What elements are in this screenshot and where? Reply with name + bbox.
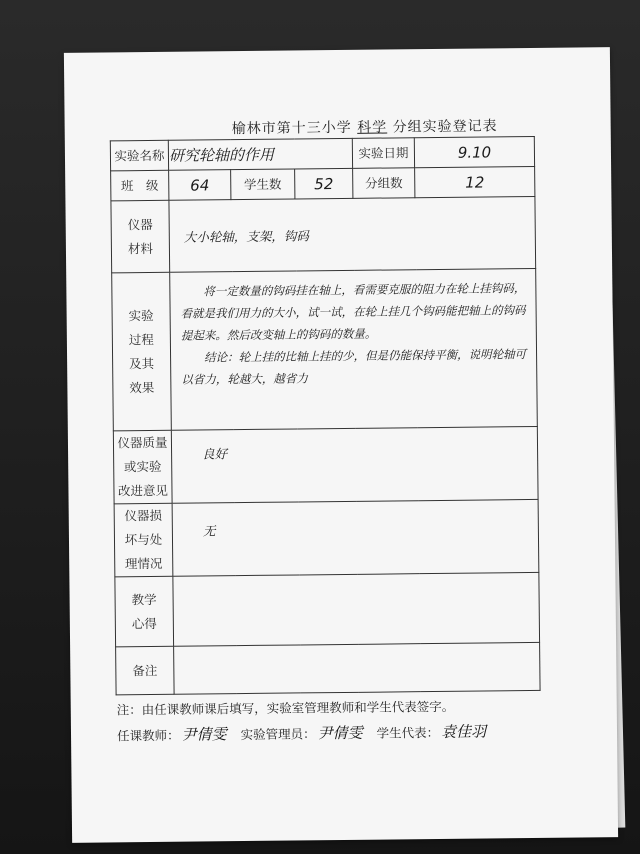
process-label-line3: 及其	[129, 355, 155, 371]
process-value	[170, 268, 538, 430]
process-label-line4: 效果	[129, 379, 155, 395]
quality-label-line2: 或实验	[123, 458, 162, 475]
row-class-info	[111, 166, 535, 200]
experiment-name-value: 研究轮轴的作用	[168, 138, 352, 170]
lab-manager-label: 实验管理员：	[240, 726, 316, 743]
process-paragraph-1: 将一定数量的钩码挂在轴上，看需要克服的阻力在轮上挂钩码，看就是我们用力的大小，试一试，在轮上挂几个钩码能把轴上的钩码提起来。然后改变轴上的钩码的数量。	[180, 281, 526, 343]
reflection-label-line2: 心得	[131, 615, 157, 631]
materials-value: 大小轮轴，支架，钩码	[169, 196, 536, 272]
row-reflection	[115, 572, 540, 646]
students-label: 学生数	[231, 169, 295, 200]
quality-label-line3: 改进意见	[117, 482, 169, 499]
experiment-form-sheet	[64, 47, 618, 843]
damage-label	[114, 503, 173, 577]
remarks-label: 备注	[116, 646, 174, 695]
damage-value: 无	[172, 499, 539, 576]
row-remarks	[116, 642, 541, 694]
reflection-label	[115, 576, 174, 647]
process-paragraph-2: 结论：轮上挂的比轴上挂的少，但是仍能保持平衡，说明轮轴可以省力，轮越大，越省力	[181, 347, 527, 387]
form-title	[165, 115, 565, 139]
teacher-signature-group	[117, 723, 227, 745]
groups-value: 12	[415, 166, 535, 197]
subject-name: 科学	[357, 119, 388, 136]
groups-label: 分组数	[353, 168, 415, 199]
process-label-line2: 过程	[128, 331, 154, 347]
teacher-label: 任课教师：	[116, 727, 180, 744]
school-name: 榆林市第十三小学	[231, 119, 352, 138]
lab-manager-signature: 尹倩雯	[317, 723, 363, 743]
experiment-name-label: 实验名称	[110, 140, 168, 171]
reflection-label-line1: 教学	[131, 591, 157, 607]
remarks-value	[174, 642, 541, 694]
quality-label	[113, 430, 172, 504]
row-experiment-name	[110, 136, 534, 170]
quality-value: 良好	[171, 426, 538, 503]
materials-label-line2: 材料	[127, 240, 154, 256]
process-label	[112, 272, 172, 431]
form-name: 分组实验登记表	[392, 118, 498, 136]
row-damage	[114, 499, 539, 576]
row-process	[112, 268, 538, 430]
lab-signature-group	[240, 722, 362, 744]
damage-label-line2: 坏与处	[124, 531, 163, 548]
reflection-value	[173, 572, 540, 646]
row-quality	[113, 426, 538, 503]
experiment-date-label: 实验日期	[352, 138, 414, 169]
student-rep-label: 学生代表：	[376, 724, 440, 741]
teacher-signature: 尹倩雯	[181, 725, 227, 744]
signature-row	[117, 720, 577, 746]
row-materials	[111, 196, 536, 272]
student-rep-signature: 袁佳羽	[440, 722, 487, 741]
quality-label-line1: 仪器质量	[117, 434, 168, 451]
materials-label-line1: 仪器	[127, 216, 153, 232]
process-label-line1: 实验	[128, 307, 154, 323]
students-value: 52	[295, 168, 353, 199]
form-table	[110, 136, 541, 695]
footer-note: 注：由任课教师课后填写，实验室管理教师和学生代表签字。	[116, 698, 455, 718]
materials-label	[111, 200, 170, 273]
experiment-date-value: 9.10	[414, 136, 534, 167]
student-signature-group	[376, 720, 486, 742]
damage-label-line3: 理情况	[124, 555, 163, 572]
damage-label-line1: 仪器损	[124, 507, 163, 524]
class-value: 64	[169, 170, 231, 201]
class-label: 班 级	[111, 170, 169, 201]
